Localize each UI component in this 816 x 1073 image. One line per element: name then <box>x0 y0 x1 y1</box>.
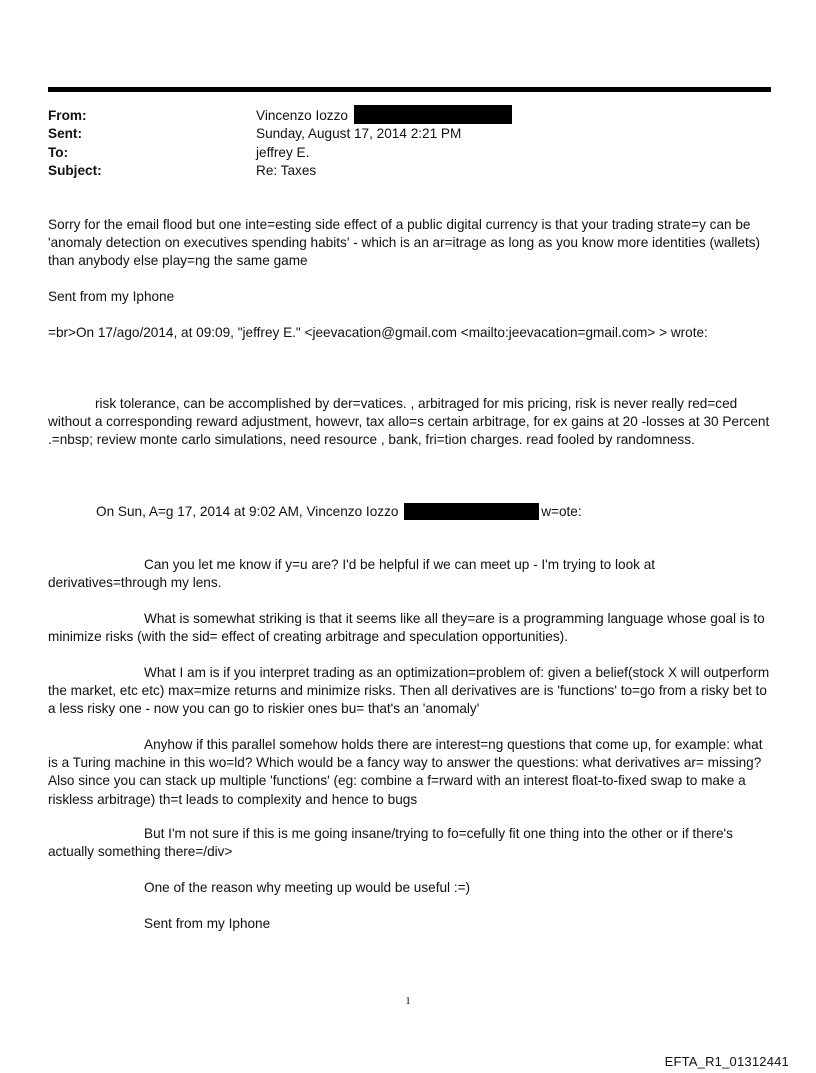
quoted-paragraph-6: One of the reason why meeting up would be useful :=) <box>144 880 471 895</box>
to-row <box>48 144 771 162</box>
subject-value: Re: Taxes <box>256 162 317 178</box>
email-header <box>48 107 771 180</box>
quoted-paragraph-4: Anyhow if this parallel somehow holds there are interest=ng questions that come up, for example: what is a Turing machine in this wo=ld? Which would be a fancy way to answer the questions: what derivatives ar= missing? Also since you can stack up multiple 'functions' (eg: combine a f=rward with an interest float-to-fixed swap to make a riskless arbitrage) th=t leads to complexity and hence to bugs <box>48 737 763 807</box>
to-label: To: <box>48 144 69 160</box>
sent-row <box>48 125 771 143</box>
to-value: jeffrey E. <box>256 144 310 160</box>
quoted-signature: Sent from my Iphone <box>144 916 271 931</box>
quoted-reply-suffix: w=ote: <box>541 504 582 519</box>
from-label: From: <box>48 108 87 123</box>
quoted-reply-line: =br>On 17/ago/2014, at 09:09, "jeffrey E." <jeevacation@gmail.com <mailto:jeevacation=gmail.com> > wrote: <box>48 325 708 340</box>
sent-value: Sunday, August 17, 2014 2:21 PM <box>256 126 462 142</box>
body-signature-1: Sent from my Iphone <box>48 289 175 304</box>
from-value: Vincenzo Iozzo <box>256 108 348 123</box>
document-id: EFTA_R1_01312441 <box>664 1054 789 1069</box>
from-value-wrap <box>256 107 512 125</box>
quoted-reply-prefix: On Sun, A=g 17, 2014 at 9:02 AM, Vincenzo Iozzo <box>96 504 399 519</box>
quoted-paragraph-1: Can you let me know if y=u are? I'd be helpful if we can meet up - I'm trying to look at derivatives=through my lens. <box>48 557 656 591</box>
redaction-box <box>354 105 512 124</box>
quoted-reply-line-2 <box>96 503 776 521</box>
sent-label: Sent: <box>48 126 82 142</box>
page-number: 1 <box>405 995 411 1007</box>
subject-label: Subject: <box>48 162 102 178</box>
redaction-box <box>404 503 539 520</box>
quoted-paragraph-risk: risk tolerance, can be accomplished by der=vatices. , arbitraged for mis pricing, risk is never really red=ced without a corresponding reward adjustment, howevr, tax allo=s certain arbitrage, for ex gains at 20 -losses at 30 Percent .=nbsp; review monte carlo simulations, need resource , bank, fri=tion charges. read fooled by randomness. <box>48 396 770 448</box>
subject-row <box>48 162 771 180</box>
quoted-paragraph-5: But I'm not sure if this is me going insane/trying to fo=cefully fit one thing into the other or if there's actually something there=/div> <box>48 826 733 860</box>
from-row <box>48 107 771 125</box>
quoted-paragraph-3: What I am is if you interpret trading as an optimization=problem of: given a belief(stock X will outperform the market, etc etc) max=mize returns and minimize risks. Then all derivatives are is 'functions' to=go from a risky bet to a less risky one - now you can go to riskier ones bu= that's an 'anomaly' <box>48 665 770 717</box>
header-divider <box>48 87 771 92</box>
body-paragraph-1: Sorry for the email flood but one inte=esting side effect of a public digital currency is that your trading strate=y can be 'anomaly detection on executives spending habits' - which is an ar=itrage as long as you know more identities (wallets) than anybody else play=ng the same game <box>48 217 761 269</box>
quoted-paragraph-2: What is somewhat striking is that it seems like all they=are is a programming language whose goal is to minimize risks (with the sid= effect of creating arbitrage and speculation opportunities). <box>48 611 765 645</box>
